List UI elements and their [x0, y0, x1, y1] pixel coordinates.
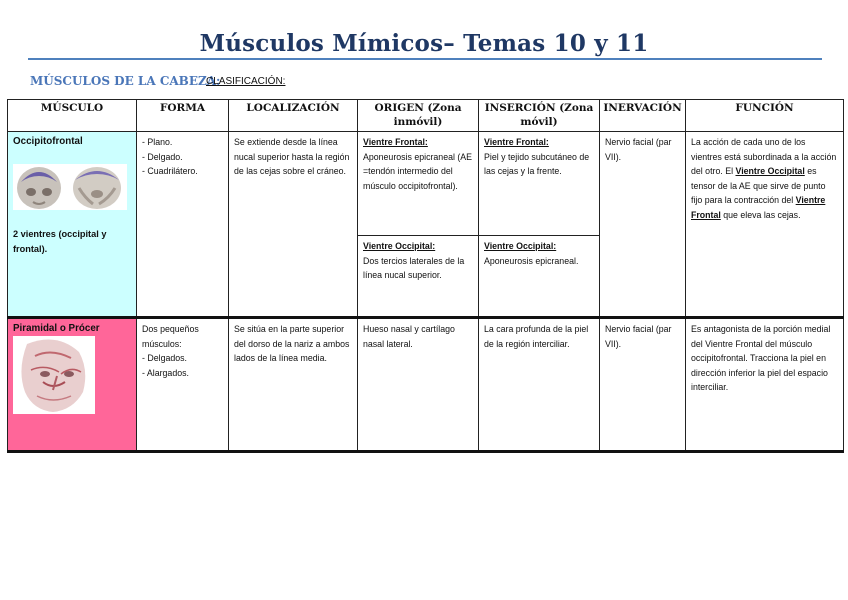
header-musculo: MÚSCULO: [8, 100, 137, 132]
header-funcion: FUNCIÓN: [686, 100, 844, 132]
occipitofrontal-note: 2 vientres (occipital y frontal).: [13, 229, 107, 254]
funcion-highlight: Vientre Frontal: [691, 195, 826, 220]
piramidal-forma-cell: [137, 318, 229, 452]
occipitofrontal-origen-cell: [358, 132, 479, 318]
muscle-table: [7, 99, 844, 453]
header-origen: ORIGEN (Zona inmóvil): [358, 100, 479, 132]
occipitofrontal-inervacion-cell: Nervio facial (par VII).: [600, 132, 686, 318]
piramidal-origen-cell: Hueso nasal y cartílago nasal lateral.: [358, 318, 479, 452]
origen-frontal-text: Aponeurosis epicraneal (AE =tendón intermedio del músculo occipitofrontal).: [363, 151, 473, 191]
page-title: Músculos Mímicos– Temas 10 y 11: [199, 30, 649, 57]
piramidal-inervacion-cell: Nervio facial (par VII).: [600, 318, 686, 452]
piramidal-insercion-cell: La cara profunda de la piel de la región interciliar.: [479, 318, 600, 452]
forma-line: - Cuadrilátero.: [142, 166, 198, 177]
face-muscle-anatomy-illustration-icon: [13, 336, 95, 414]
forma-line: - Alargados.: [142, 367, 189, 378]
header-insercion: INSERCIÓN (Zona móvil): [479, 100, 600, 132]
forma-line: - Delgado.: [142, 151, 183, 162]
header-inervacion: INERVACIÓN: [600, 100, 686, 132]
origen-occipital-text: Dos tercios laterales de la línea nucal superior.: [363, 255, 465, 281]
funcion-text: La acción de cada uno de los vientres está subordinada a la acción del otro. El: [691, 137, 837, 177]
table-row: [8, 318, 844, 452]
origen-occipital-section: [358, 236, 478, 286]
piramidal-muscle-cell: [8, 318, 137, 452]
occipitofrontal-muscle-cell: [8, 132, 137, 318]
forma-line: Dos pequeños músculos:: [142, 324, 199, 349]
occipitofrontal-name: Occipitofrontal: [13, 136, 83, 147]
forma-line: - Delgados.: [142, 353, 187, 364]
skull-muscle-illustrations-icon: [13, 164, 127, 210]
insercion-frontal-label: Vientre Frontal:: [484, 137, 549, 147]
piramidal-funcion-cell: Es antagonista de la porción medial del Vientre Frontal del músculo occipitofrontal. Tracciona la piel en dirección inferior la piel del espacio interciliar.: [686, 318, 844, 452]
occipitofrontal-insercion-cell: [479, 132, 600, 318]
occipitofrontal-funcion-cell: [686, 132, 844, 318]
funcion-text: que eleva las cejas.: [720, 209, 801, 220]
header-forma: FORMA: [137, 100, 229, 132]
occipitofrontal-forma-cell: [137, 132, 229, 318]
insercion-occipital-section: [479, 236, 599, 271]
insercion-frontal-text: Piel y tejido subcutáneo de las cejas y la frente.: [484, 151, 590, 177]
insercion-occipital-label: Vientre Occipital:: [484, 241, 557, 251]
section-subheading: CLASIFICACIÓN:: [206, 76, 286, 87]
funcion-text: es tensor de la AE que sirve de punto fijo para la contracción del: [691, 166, 826, 206]
funcion-highlight: Vientre Occipital: [735, 166, 805, 177]
table-row: [8, 132, 844, 318]
header-localizacion: LOCALIZACIÓN: [229, 100, 358, 132]
origen-frontal-section: [358, 132, 478, 236]
origen-occipital-label: Vientre Occipital:: [363, 241, 436, 251]
piramidal-name: Piramidal o Prócer: [13, 323, 100, 334]
insercion-frontal-section: [479, 132, 599, 236]
insercion-occipital-text: Aponeurosis epicraneal.: [484, 255, 579, 266]
section-heading: MÚSCULOS DE LA CABEZA:: [30, 74, 221, 88]
occipitofrontal-localizacion-cell: Se extiende desde la línea nucal superior hasta la región de las cejas sobre el cráneo.: [229, 132, 358, 318]
title-divider: [28, 58, 822, 60]
piramidal-localizacion-cell: Se sitúa en la parte superior del dorso de la nariz a ambos lados de la línea media.: [229, 318, 358, 452]
forma-line: - Plano.: [142, 137, 173, 147]
table-header-row: [8, 100, 844, 132]
origen-frontal-label: Vientre Frontal:: [363, 137, 428, 147]
